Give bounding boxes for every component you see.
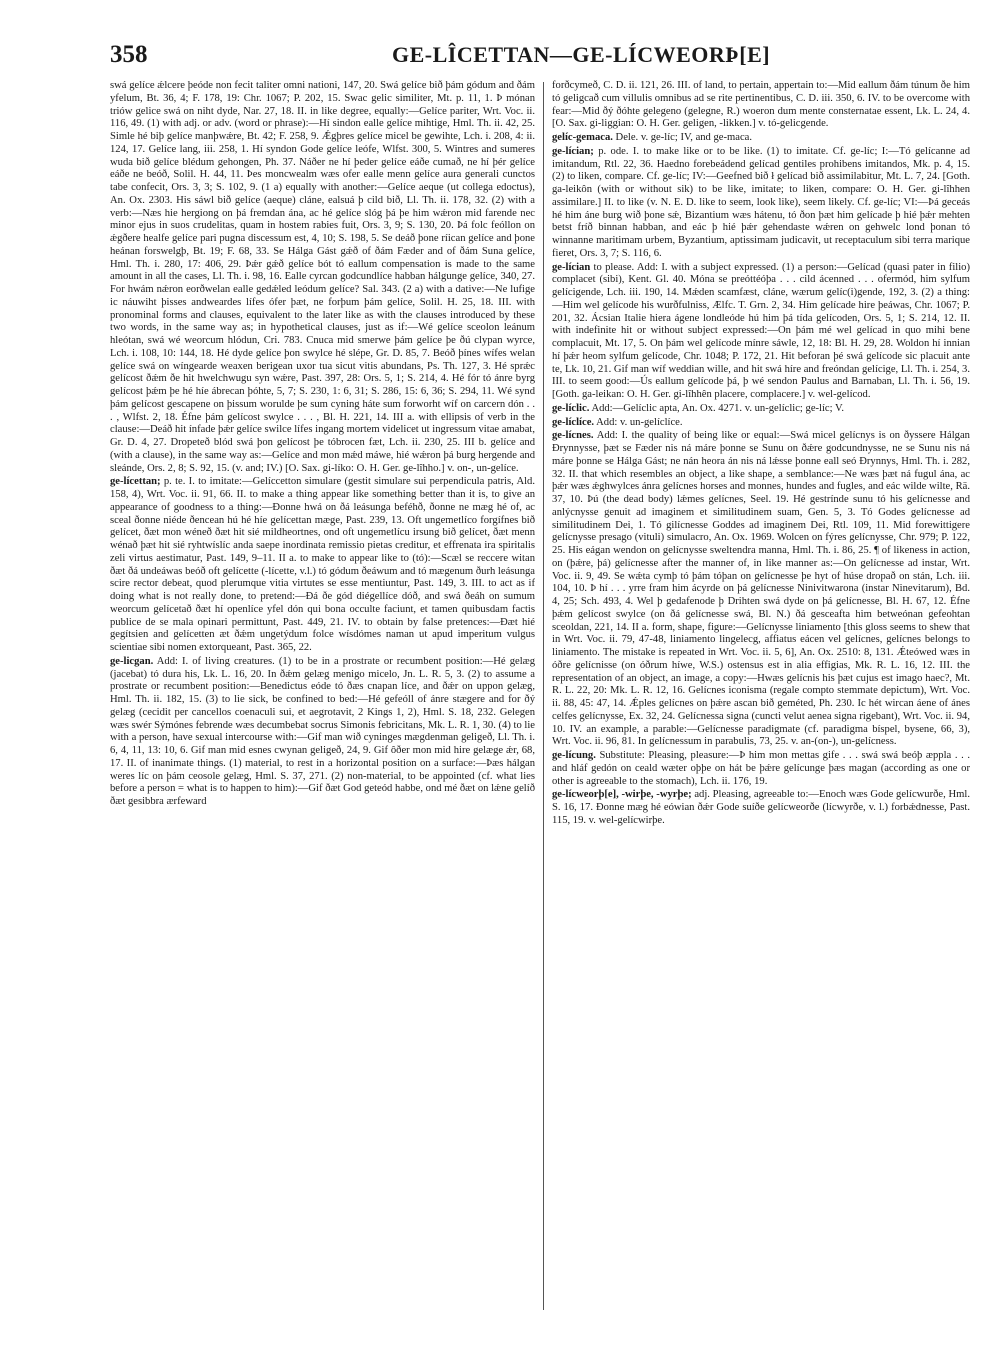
entry-text: Add: I. of living creatures. (1) to be in a prostrate or recumbent position:—Hé gelæg (jacebat) tó dura his, Lk. L. 16, 20. In ðǽm gelæg menigo micelo, Jn. L. R. 5, 3. (2) to assume a prostrate or recumbent position:—Benedictus eóde tó ðæs cnapan líce, and ðǽr on uppon gelæg, Hml. Th. ii. 182, 15. (3) to lie sick, be confined to bed:—Hé gefeóll of ánre stægere and for ðý gelæg (cecidit per cancellos coenaculi sui, et aegrotavit, 2 Kings 1, 2), Hml. S. 18, 232. Gelegen wæs swér Sýmónes febrende wæs decumbebat socrus Simonis febricitans, Mk. L. R. 1, 30. (4) to lie with a person, have sexual intercourse with:—Gif man wið cyninges mægdenman geligeð, Ll. Th. i. 6, 4, 11, 13: 10, 6. Gif man mid esnes cwynan geligeð, 24, 9. Gif ôðer mon mid hire gelæge ǽr, 68, 17. II. of inanimate things. (1) material, to rest in a horizontal position on a surface:—Þæs hálgan weres líc on þám ceosole gelæg, Hml. S. 37, 271. (2) non-material, to be appointed (cf. what lies before a person = what is to happen to him):—Gif ðæt God geteód habbe, ond mé ðæt on lǽne gelíð ðæt gesibbra ærfeward <box>110 655 535 807</box>
entry <box>552 789 970 827</box>
entry-text: Substitute: Pleasing, pleasure:—Þ him mon mettas gife . . . swá swá beóþ æppla . . . and hláf gedón on ceald wæter oþþe on hát be þǽre gelícunge þæs magan (according as one or other is agreeable to the stomach), Lch. ii. 176, 19. <box>552 750 970 787</box>
running-head: GE-LÎCETTAN—GE-LÍCWEORÞ[E] <box>392 42 771 67</box>
entry-text: adj. Pleasing, agreeable to:—Enoch wæs Gode gelícwurðe, Hml. S. 16, 17. Ðonne mæg hé eówian ðǽr Gode suíðe gelícweorðe (lícwyrðe, v. l.) forbǽdnesse, Past. 115, 19. v. wel-gelícwirþe. <box>552 789 970 826</box>
entry-text: p. te. I. to imitate:—Gelíccetton simulare (gestit simulare sui perpendicula patris, Ald. 158, 4), Wrt. Voc. ii. 91, 66. II. to make a thing appear like something better than it is, to give an appearance of goodness to a thing:—Ðonne hwá on ðá leásunga beféhð, ðonne ne mæg hé of, ac sceal ðonne niéde ðencean hú hé híe gelícettan mæge, Past. 239, 13. Oft ungemetlíco forgífnes bið gelícet, ðæt mon wéneð ðæt hit sié mildheortnes, ond oft ungemetlícu irsung bið gelícet, ðæt menn wénað þæt hit sié ryhtwíslíc anda saepe inordinata remissio pietas creditur, et effrenata ira spiritalis zeli virtus aestimatur, Past. 149, 9–11. II a. to make to appear like to (tó):—Scæl se reccere witan ðæt ðá undeáwas beóð oft gelícette (-lícette, v.l.) tó gódum ðeáwum and tó mægenum ðurh leásunga scire rector debeat, quod plerumque vitia virtutes se esse mentiuntur, Past. 149, 3. III. to act as if doing what is not really done, to pretend:—Ðá ðe gód diégellíce dóð, and swá ðeáh on sumum weorcum gelícetað ðæt hí openlíce yfel dón qui bona occulte faciunt, et tamen quibusdam factis publice de se mala opinari permittunt, Past. 449, 21. IV. to obtain by false pretences:—Ðæt hié gegítsien and gelícetten æt ðǽm ungetýdum folce wísdómes naman ut apud imperitum vulgus scientiae sibi nomen extorqueant, Past. 365, 22. <box>110 476 535 653</box>
entry <box>552 146 970 261</box>
entry <box>110 656 535 809</box>
headword: ge-líclic. <box>552 402 590 414</box>
entry-text: Add: v. un-gelíclíce. <box>596 416 683 428</box>
entry-text: to please. Add: I. with a subject expressed. (1) a person:—Gelícad (quasi pater in filio) complacet (sibi), Kent. Gl. 40. Móna se preóttéóþa . . . cild ácenned . . . ofermód, him sylfum gelícigende, Lch. iii. 190, 14. Mǽden scamfæst, cláne, wærum gelíc(i)gende, 192, 3. (2) a thing:—Him wel gelícode his wurðfulniss, Ælfc. T. Grn. 2, 34. Him gelícade hire þeáwas, Chr. 1067; P. 201, 32. Ácsian Italie hiera ágene londleóde hú him þá tída gelícoden, Ors. 5, 1; S. 214, 12. II. with indefinite hit or without subject expressed:—On þám mé wel gelícad in quo mihi bene complacuit, Mt. 17, 5. On þám wel gelícode mínre sáwle, 12, 18: Bl. H. 29, 28. Woldon hí innian hí þǽr heom sylfum gelícode, Chr. 1048; P. 172, 21. Hit beforan þé swá gelícode sic placuit ante te, Lk. 10, 21. Gif man wíf weddian wille, and hit swá híre and freóndan gelícige, Ll. Th. i. 254, 3. III. to seem good:—Ús eallum gelícode þá, þ wé sendon Paulus and Barnaban, Ll. Th. i. 56, 19. [Goth. ga-leikan: O. H. Ger. gi-lîhhên placere, complacere.] v. wel-gelícod. <box>552 261 970 400</box>
entry <box>552 750 970 788</box>
entry <box>552 80 970 131</box>
entry-text: Add: I. the quality of being like or equal:—Swá micel gelícnys is on ðyssere Hálgan Ðrynnysse, þæt se Fæder nis ná máre þonne se Sunu on ðǽre godcundnysse, ne se Sunu nis ná máre þonne se Hálga Gást; ne nán heora án nis ná lǽsse þonne eall seó Ðrynnys, Hml. Th. i. 282, 32. II. that which resembles an object, a like shape, a semblance:—Ne wæs þæt ná fugul ána, ac þǽr wæs ǽghwylces ánra gelícnes horses and monnes, hundes and fugles, and eác wilde wilte, Rä. 37, 10. Þú (the dead body) lǽmes gelícnes, Seel. 19. Hé gestrínde sunu tó his gelícnesse and anlýcnysse genuit ad imaginem et similitudinem suam, Gen. 5, 3. Tó Godes gelícnesse ad similitudinem Dei, 1. Tó gilícnesse Goddes ad imaginem Dei, Rtl. 109, 11. Mid forewittigere gelícnysse presago (vituli) simulacro, An. Ox. 1969. Wolcen on fýres gelícnysse, Chr. 979; P. 122, 25. His eágan wendon on gelícnysse sweltendra manna, Hml. Th. i. 86, 25. ¶ of likeness in action, on (þǽre, þá) gelícnesse after the manner of, in like manner as:—On gelícnesse ad instar, Wrt. Voc. ii. 9, 49. Se wǽta cymþ tó þám tóþan on gelícnesse þe hyt of húse dropað on stán, Lch. iii. 104, 10. Þ hí . . . yrre fram him ácyrde on þá gelícnesse Ninivitwarona (instar Ninevitarum), Bd. 4, 25; Sch. 493, 4. Wel þ gedafenode þ Drihten swá dyde on þá gelícnesse, Bl. H. 67, 12. Éfne þǽm gelícost swylce (on ðá gelícnesse swá, Bl. N.) ðá gesceafta him betweónan gefeohtan sceoldan, 221, 14. II a. form, shape, figure:—Gelícnysse liniamento [this gloss seems to shew that in Wrt. Voc. ii. 79, 47-48, liniamento lingelecg, affiatus eácen vel gelícnes, gelícnes belongs to liniamento. The mistake is repeated in Wrt. Voc. ii. 5, 6], An. Ox. 2510: 8, 131. Ǽteówed wæs in óðre gelícnisse (on óðrum híwe, W.S.) ostensus est in alia effigias, Mk. R. L. 16, 12. III. the representation of an object, an image, a copy:—Hwæs gelícnis his þæt cujus est imago haec?, Mt. R. L. 22, 20: Mk. L. R. 12, 16. Gelícnes iconisma (regale compto stemmate depictum), Wrt. Voc. ii. 88, 45: 47, 14. Ǽples gelícnes on þǽre ascan bið geméted, Ph. 230. Ic hét wircan áene of ánes celfes gelícnysse, Ex. 32, 24. Gelícnessa signa (cuncti velut aenea signa rigebant), Wrt. Voc. ii. 94, 10. IV. an example, a parable:—Gelícnesse paradigmate (cf. paradigma bíspel, bysene, 66, 3), Wrt. Voc. ii. 96, 81. In gelícnessum in parabulis, 73, 25. v. an-(on-), un-gelícness. <box>552 430 970 748</box>
entry <box>110 80 535 475</box>
entry-text: p. ode. I. to make like or to be like. (1) to imitate. Cf. ge-líc; I:—Tó gelícanne ad imitandum, Rtl. 22, 36. Haedno forebeádend gelícad gentiles prohibens imitandos, Mk. p. 4, 15. (2) to liken, compare. Cf. ge-líc; IV:—Geefned bið ł gelícad bið assimilabitur, Mt. L. 7, 24. [Goth. ga-leikôn (with or without sik) to be like, imitate; to liken, compare: O. H. Ger. gi-lîhhen assimilare.] II. to like (v. N. E. D. like to seem, look like), seem likely. Cf. ge-líc; VI:—Þá geceás hé him áne burg wið þone sǽ, Bizantium wæs hátenu, tó ðon þæt him gelícade þ hié þǽr mehten betst fríð binnan habban, and eác þ hié þǽr gehendaste wǽren on gehwelc lond þonan tó winnanne maritimam urbem, Byzantium, aptissimam judicavit, ut receptaculum sibi terra marique fieret, Ors. 3, 7; S. 116, 6. <box>552 145 970 259</box>
entry <box>552 403 970 416</box>
right-column <box>552 80 970 1312</box>
headword: ge-lícian <box>552 261 591 273</box>
headword: ge-lícweorþ[e], -wirþe, -wyrþe; <box>552 789 692 801</box>
entry <box>552 132 970 145</box>
entry <box>552 262 970 402</box>
entry-text: forðcymeð, C. D. ii. 121, 26. III. of land, to pertain, appertain to:—Mid eallum ðám túnum ðe him tó geligcað cum villulis omnibus ad se rite pertinentibus, C. D. iii. 350, 6. IV. to be overcome with fear:—Mid ðý ðóhte gelegeno (gelegne, R.) woeron dum mente consternatae essent, Lk. L. 24, 4. [O. Sax. gi-liggian: O. H. Ger. geligen, -likken.] v. tó-gelicgende. <box>552 80 970 130</box>
entry-text: swá gelíce ǽlcere þeóde non fecit taliter omni nationi, 147, 20. Swá gelíce bið þám gódum and ðám yfelum, Bt. 36, 4; F. 178, 19: Chr. 1067; P. 202, 15. Swac gelic similiter, Mt. p. 11, 1. Þ mónan triów gelice swá on niht dyde, Nar. 27, 18. II. in like degree, equally:—Gelíce pariter, Wrt. Voc. ii. 116, 49. (1) with adj. or adv. (word or phrase):—Hí sindon ealle gelíce mihtige, Hml. Th. ii. 42, 25. Simle hé biþ gelíce manþwǽre, Bt. 42; F. 258, 9. Ǽgþres gelíce micel be gewihte, Lch. i. 208, 4: ii. 124, 17. Gelíce lang, iii. 258, 1. Hí syndon Gode gelíce leófe, Wlfst. 300, 5. Wintres and sumeres wuda bið gelíce blédum gehongen, Ph. 37. Náðer ne hí þeder gelíce eáðe cumað, ne hí þér gelíce eáðe ne beóð, Solil. H. 44, 11. Þes moncwealm wæs ofer ealle menn gelíce aura generali cunctos tabe confecit, Ors. 3, 3; S. 102, 9. (1 a) equally with another:—Gelíce aeque (ut collega edoctus), An. Ox. 2303. His sáwl bið gelíce (aeque) cláne, ealsuá þ cild bið, Ll. Th. ii. 178, 32. (2) with a verb:—Næs hie hergiong on þá fremdan ána, ac hé gelíce slóg þá þe him wǽron mid farende nec minor ejus in suos crudelitas, quam in hostem rabies fuit, Ors. 3, 9; S. 130, 20. Þá folc feóllon on ǽgðere healfe gelíce pari pugna discessum est, 4, 10; S. 198, 5. Se deáð þone ríican gelíce and þone heánan forswelgþ, Bt. 19; F. 68, 33. Se Hálga Gást gǽð of ðám Fæder and of ðám Suna gelíce, Hml. Th. i. 280, 17: 406, 29. Þǽr gǽð gelíce bót tó eallum compensation is made to the same amount in all the cases, Ll. Th. i. 98, 16. Ealle cyrcan godcundlíce habban hálgunge gelíce, 340, 27. For hwám nǽron eorðwelan ealle gedǽled leódum gelíce? Sal. 343. (2 a) with a dative:—Ne lufige ic náuwiht þisses andweardes lífes ófer þæt, ne forþum þám gelíce, Solil. H. 25, 18. III. with pronominal forms and clauses, equivalent to the later like as with the clauses introduced by these two words, in the same way as; in hypothetical clauses, just as if:—Wé gelíce sceolon leánum hleótan, swá wé weorcum hlódun, Cri. 783. Cnuca mid smerwe þám gelíce þe ðú clypan wyrce, Lch. i. 108, 10: 144, 18. Hé dyde gelíce þon swylce hé slépe, Gr. D. 85, 7. Beóð þínes wífes welan gelíce swá on wíngearde weaxen berigean uxor tua sicut vitis abundans, Ps. Th. 127, 3. Hé sprǽc gelícost ðǽm ðe hit hwelchwugu syn wǽre, Past. 397, 28: Ors. 5, 1; S. 214, 4. Hé fór tó ánre byrg gelícost þǽm þe hé híe ábrecan þóhte, 5, 7; S. 230, 1: 6, 31; S. 286, 15: 6, 36; S. 294, 11. Wé synd þám gelícost gescapene on þissum worulde þe sum cyning háte sum forworht wíf on carcern dón . . . , Wlfst. 2, 18. Éfne þám gelícost swylce . . . , Bl. H. 221, 14. III a. with ellipsis of verb in the clause:—Deáð hit ínfade þǽr gelíce swilce lífes ingang mortem videlicet ut ingressum vitae amabat, Gr. D. 4, 27. Dropeteð blód swá þon gelícost þe tóbrocen fæt, Lch. ii. 230, 25. III b. gelíce and (with a clause), in the same way as:—Gelíce and mon mǽd máwe, hié wǽron þá burg hergende and sleánde, Ors. 2, 8; S. 92, 15. (v. and; IV.) [O. Sax. gi-líko: O. H. Ger. ge-lîhho.] v. on-, un-gelíce. <box>110 80 535 474</box>
headword: gelíc-gemaca. <box>552 132 613 143</box>
page-number: 358 <box>110 41 148 68</box>
headword: ge-lícian; <box>552 145 594 157</box>
headword: ge-lícettan; <box>110 476 161 488</box>
headword: ge-licgan. <box>110 655 154 667</box>
headword: ge-líclíce. <box>552 416 595 428</box>
entry <box>110 476 535 655</box>
left-column <box>110 80 535 1312</box>
headword: ge-lícnes. <box>552 430 594 442</box>
entry-text: Dele. v. ge-líc; IV, and ge-maca. <box>615 132 753 143</box>
column-divider <box>543 82 544 1310</box>
headword: ge-lícung. <box>552 750 596 761</box>
entry-text: Add:—Gelíclic apta, An. Ox. 4271. v. un-gelíclic; ge-líc; V. <box>591 402 844 414</box>
entry <box>552 417 970 430</box>
entry <box>552 430 970 749</box>
